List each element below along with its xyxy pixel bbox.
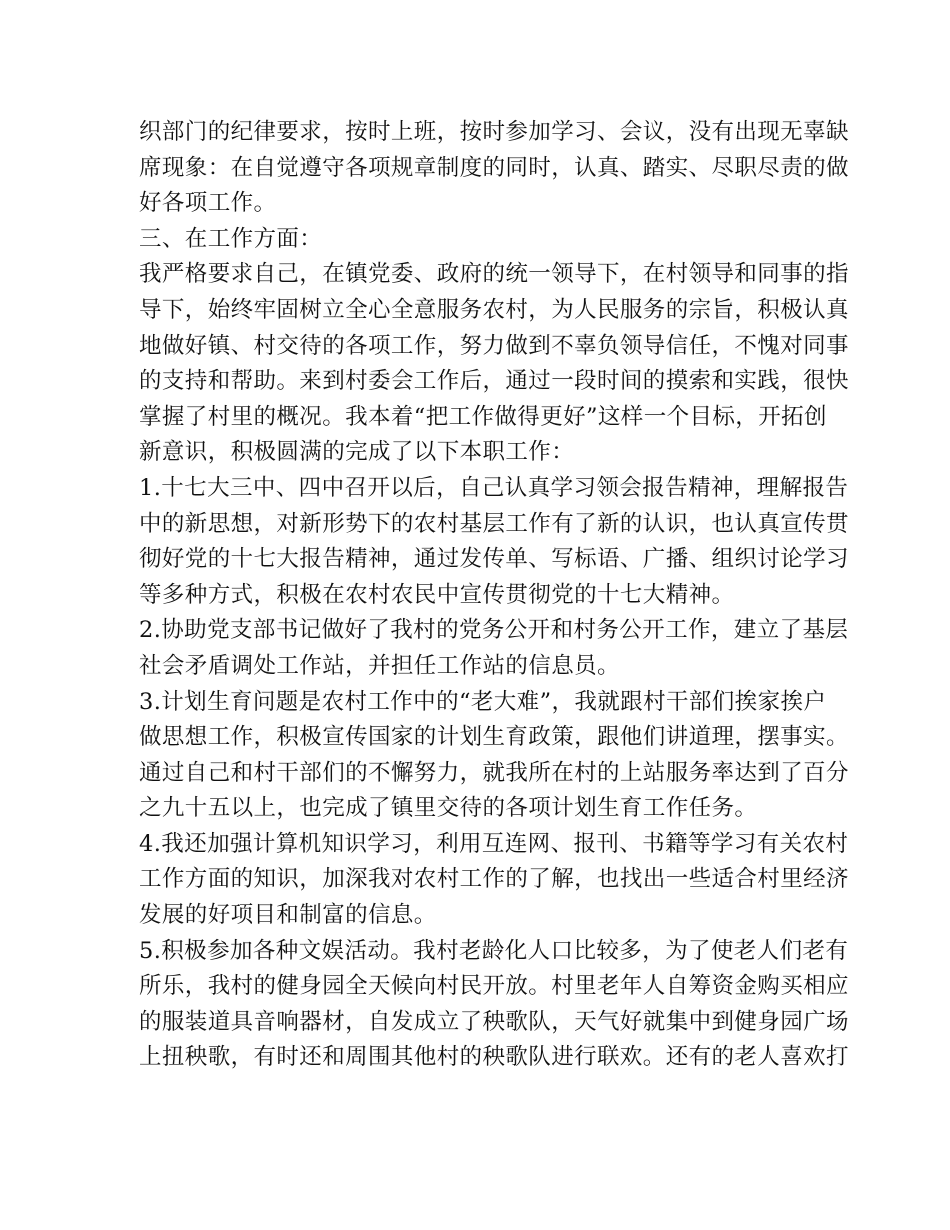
text-line: 中的新思想，对新形势下的农村基层工作有了新的认识，也认真宣传贯 <box>139 510 849 537</box>
text-line: 新意识，积极圆满的完成了以下本职工作： <box>139 439 575 466</box>
list-item-3-line: 3.计划生育问题是农村工作中的“老大难”，我就跟村干部们挨家挨户 <box>139 688 827 715</box>
text-line: 地做好镇、村交待的各项工作，努力做到不辜负领导信任，不愧对同事 <box>139 332 849 359</box>
document-body <box>139 115 849 1076</box>
section-heading: 三、在工作方面： <box>139 225 323 252</box>
text-line: 掌握了村里的概况。我本着“把工作做得更好”这样一个目标，开拓创 <box>139 403 827 430</box>
text-line: 席现象：在自觉遵守各项规章制度的同时，认真、踏实、尽职尽责的做 <box>139 154 849 181</box>
text-line: 之九十五以上，也完成了镇里交待的各项计划生育工作任务。 <box>139 795 758 822</box>
list-item-5-line: 5.积极参加各种文娱活动。我村老龄化人口比较多，为了使老人们老有 <box>139 937 849 964</box>
text-line: 发展的好项目和制富的信息。 <box>139 902 437 929</box>
text-line: 上扭秧歌，有时还和周围其他村的秧歌队进行联欢。还有的老人喜欢打 <box>139 1044 849 1071</box>
text-line: 我严格要求自己，在镇党委、政府的统一领导下，在村领导和同事的指 <box>139 261 849 288</box>
text-line: 通过自己和村干部们的不懈努力，就我所在村的上站服务率达到了百分 <box>139 759 849 786</box>
text-line: 工作方面的知识，加深我对农村工作的了解，也找出一些适合村里经济 <box>139 866 849 893</box>
text-line: 的服装道具音响器材，自发成立了秧歌队，天气好就集中到健身园广场 <box>139 1008 849 1035</box>
text-line: 彻好党的十七大报告精神，通过发传单、写标语、广播、组织讨论学习 <box>139 546 849 573</box>
list-item-4-line: 4.我还加强计算机知识学习，利用互连网、报刊、书籍等学习有关农村 <box>139 830 849 857</box>
text-line: 做思想工作，积极宣传国家的计划生育政策，跟他们讲道理，摆事实。 <box>139 724 849 751</box>
list-item-2-line: 2.协助党支部书记做好了我村的党务公开和村务公开工作，建立了基层 <box>139 617 849 644</box>
text-line: 好各项工作。 <box>139 190 277 217</box>
text-line: 的支持和帮助。来到村委会工作后，通过一段时间的摸索和实践，很快 <box>139 368 849 395</box>
text-line: 等多种方式，积极在农村农民中宣传贯彻党的十七大精神。 <box>139 581 735 608</box>
text-line: 织部门的纪律要求，按时上班，按时参加学习、会议，没有出现无辜缺 <box>139 119 849 145</box>
list-item-1-line: 1.十七大三中、四中召开以后，自己认真学习领会报告精神，理解报告 <box>139 474 849 501</box>
text-line: 导下，始终牢固树立全心全意服务农村，为人民服务的宗旨，积极认真 <box>139 296 849 323</box>
text-line: 所乐，我村的健身园全天候向村民开放。村里老年人自筹资金购买相应 <box>139 973 849 1000</box>
text-line: 社会矛盾调处工作站，并担任工作站的信息员。 <box>139 652 620 679</box>
